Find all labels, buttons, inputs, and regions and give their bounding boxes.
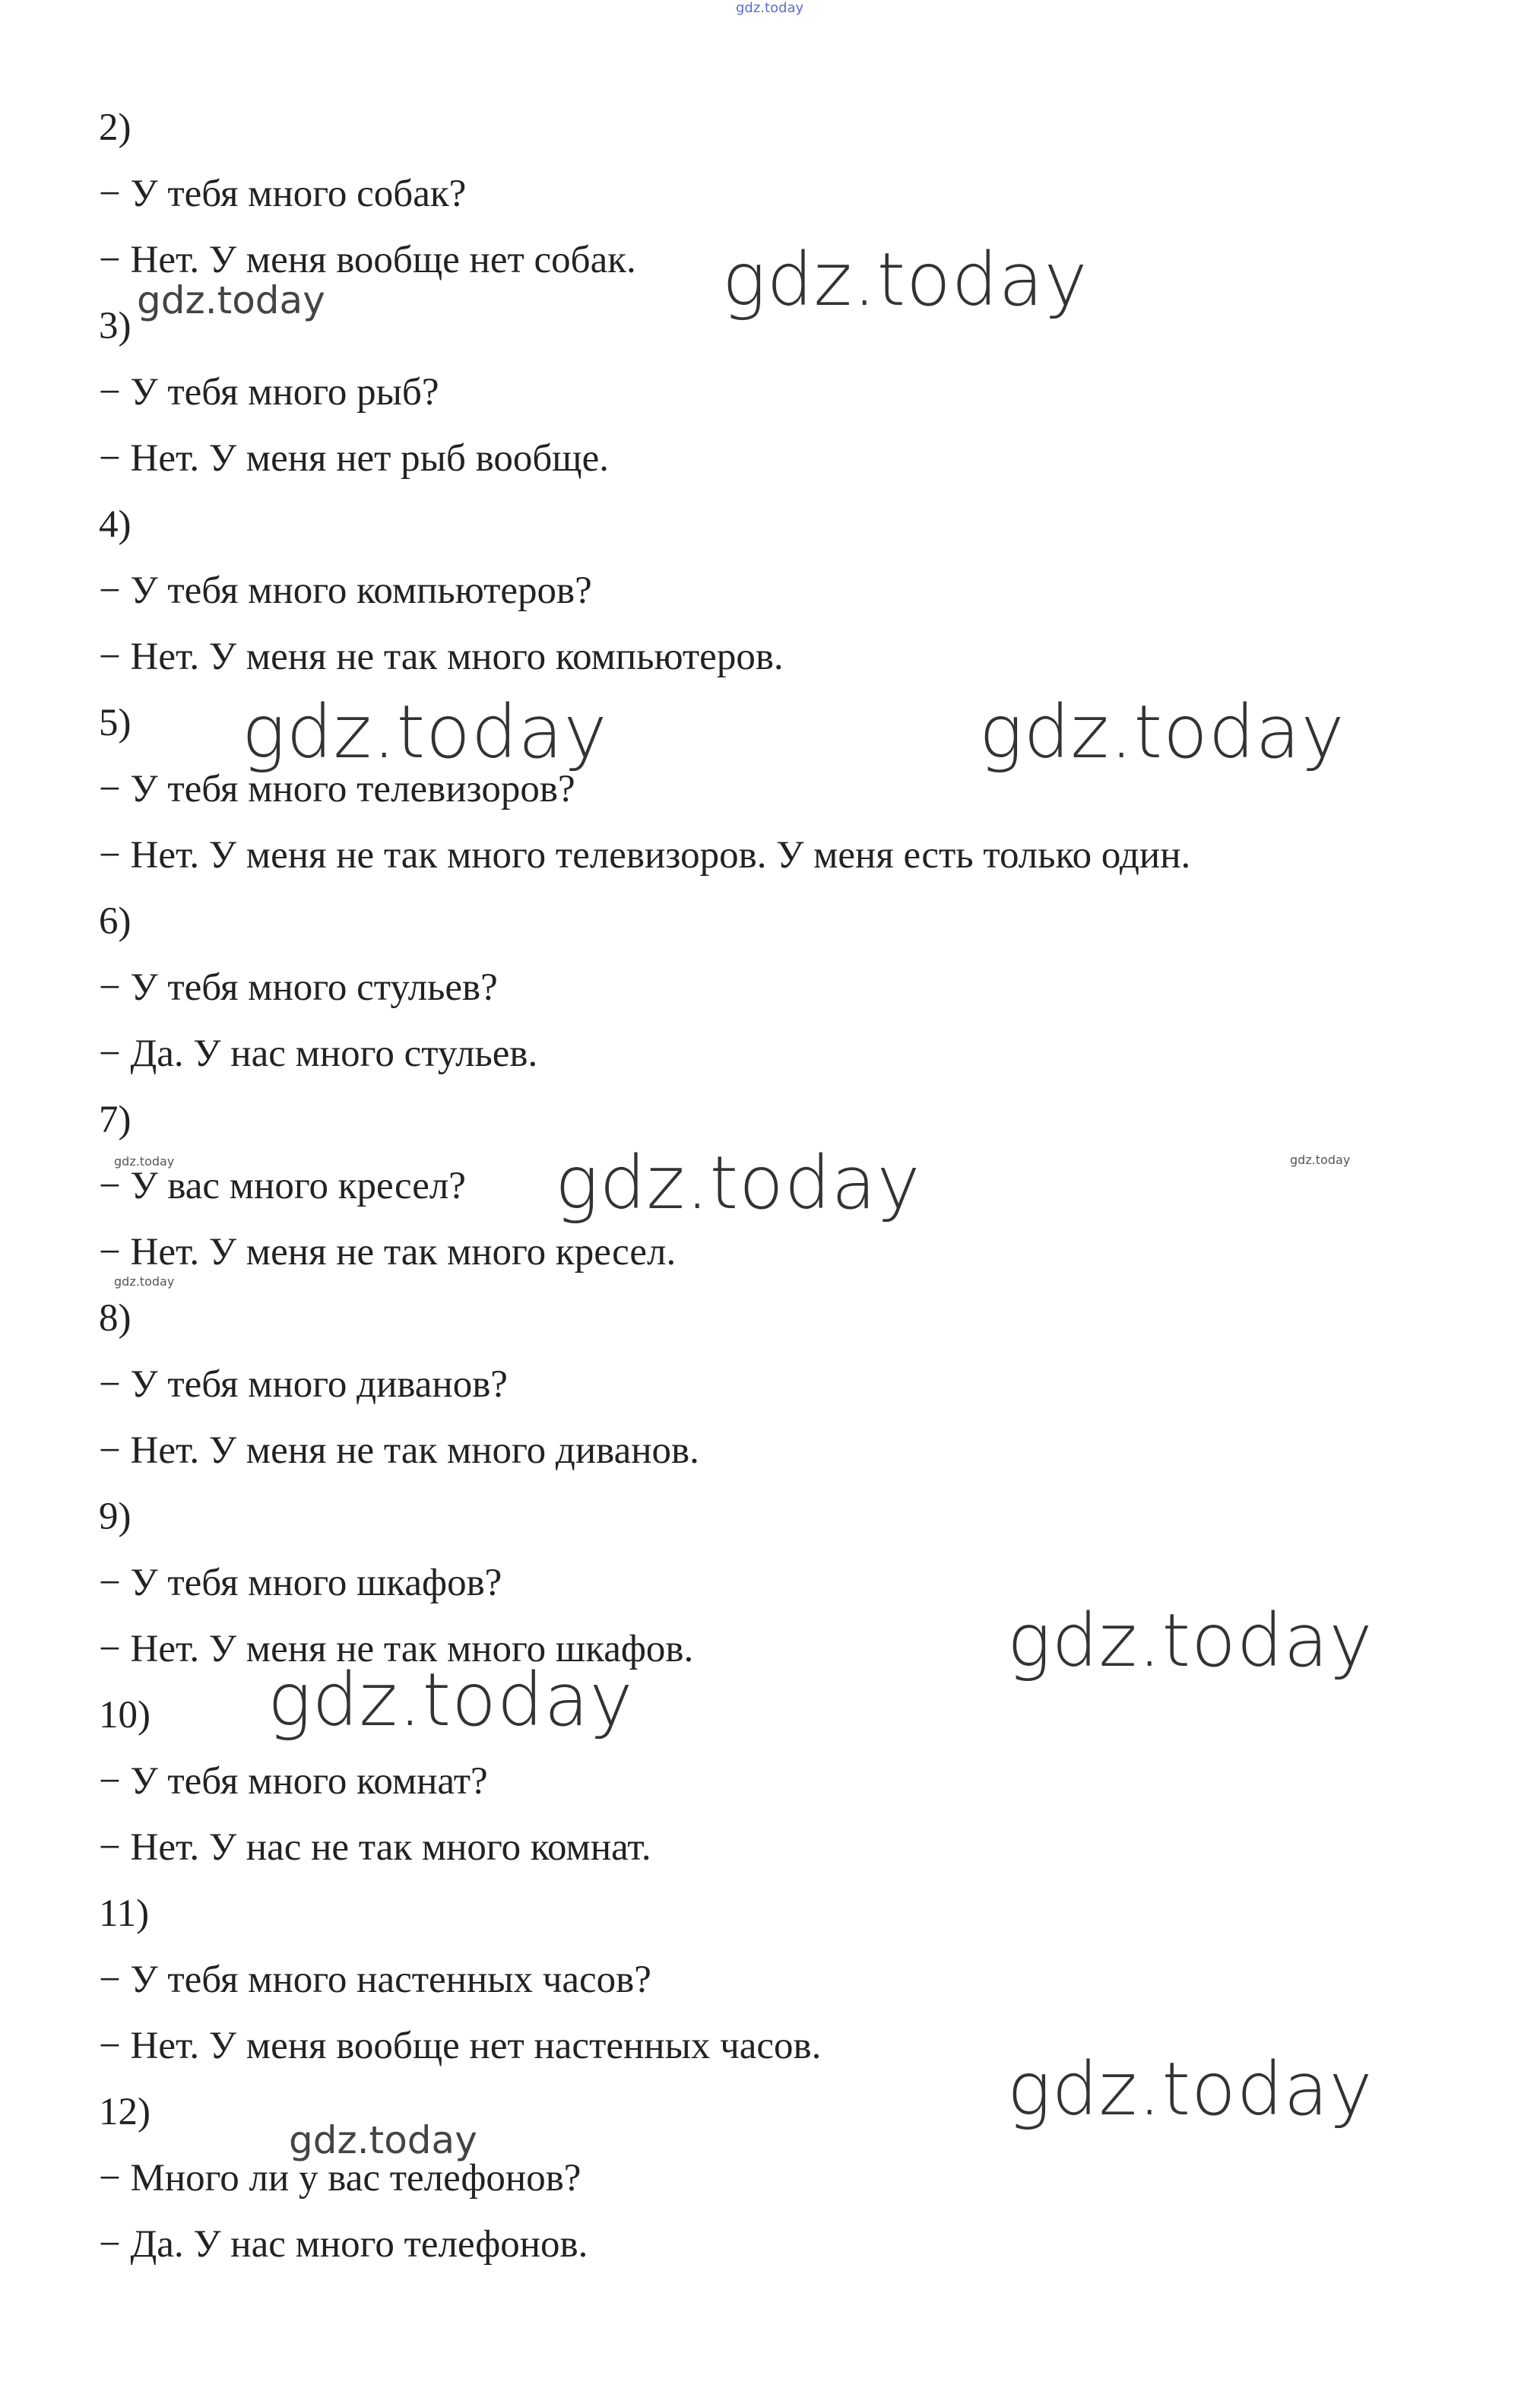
watermark: gdz.today (289, 2118, 477, 2162)
answer-line: − Нет. У меня вообще нет настенных часов. (99, 2025, 822, 2067)
answer-line: − Нет. У меня не так много кресел. (99, 1231, 677, 1273)
question-line: − У вас много кресел? (99, 1165, 466, 1207)
question-line: − У тебя много шкафов? (99, 1562, 502, 1604)
answer-line: − Да. У нас много стульев. (99, 1032, 538, 1075)
answer-line: − Нет. У меня не так много телевизоров. У меня есть только один. (99, 834, 1191, 877)
question-line: − Много ли у вас телефонов? (99, 2157, 581, 2200)
item-number: 6) (99, 900, 132, 943)
answer-line: − Да. У нас много телефонов. (99, 2223, 588, 2266)
answer-line: − Нет. У меня нет рыб вообще. (99, 437, 609, 480)
question-line: − У тебя много стульев? (99, 966, 498, 1009)
item-number: 7) (99, 1099, 132, 1141)
watermark: gdz.today (736, 0, 804, 16)
item-number: 11) (99, 1892, 150, 1935)
answer-line: − Нет. У нас не так много комнат. (99, 1826, 651, 1869)
question-line: − У тебя много комнат? (99, 1760, 488, 1803)
answer-line: − Нет. У меня не так много компьютеров. (99, 636, 784, 678)
question-line: − У тебя много диванов? (99, 1363, 508, 1406)
answer-line: − Нет. У меня не так много шкафов. (99, 1628, 694, 1670)
watermark: gdz.today (1290, 1153, 1351, 1167)
watermark: gdz.today (979, 690, 1345, 775)
watermark: gdz.today (268, 1657, 634, 1743)
watermark: gdz.today (555, 1140, 921, 1226)
watermark: gdz.today (722, 237, 1088, 322)
answer-line: − Нет. У меня не так много диванов. (99, 1429, 699, 1472)
watermark: gdz.today (1007, 2047, 1374, 2132)
watermark: gdz.today (114, 1274, 175, 1289)
watermark: gdz.today (242, 690, 608, 775)
item-number: 10) (99, 1694, 151, 1737)
item-number: 8) (99, 1297, 132, 1340)
item-number: 4) (99, 503, 132, 546)
question-line: − У тебя много рыб? (99, 371, 439, 414)
item-number: 12) (99, 2091, 151, 2133)
question-line: − У тебя много телевизоров? (99, 768, 575, 810)
watermark: gdz.today (1007, 1598, 1374, 1683)
answer-line: − Нет. У меня вообще нет собак. (99, 239, 636, 281)
question-line: − У тебя много компьютеров? (99, 569, 592, 612)
item-number: 2) (99, 106, 132, 149)
item-number: 3) (99, 305, 132, 347)
watermark: gdz.today (137, 278, 325, 322)
watermark: gdz.today (114, 1154, 175, 1169)
item-number: 9) (99, 1495, 132, 1538)
question-line: − У тебя много собак? (99, 173, 467, 215)
question-line: − У тебя много настенных часов? (99, 1959, 651, 2001)
item-number: 5) (99, 702, 132, 744)
